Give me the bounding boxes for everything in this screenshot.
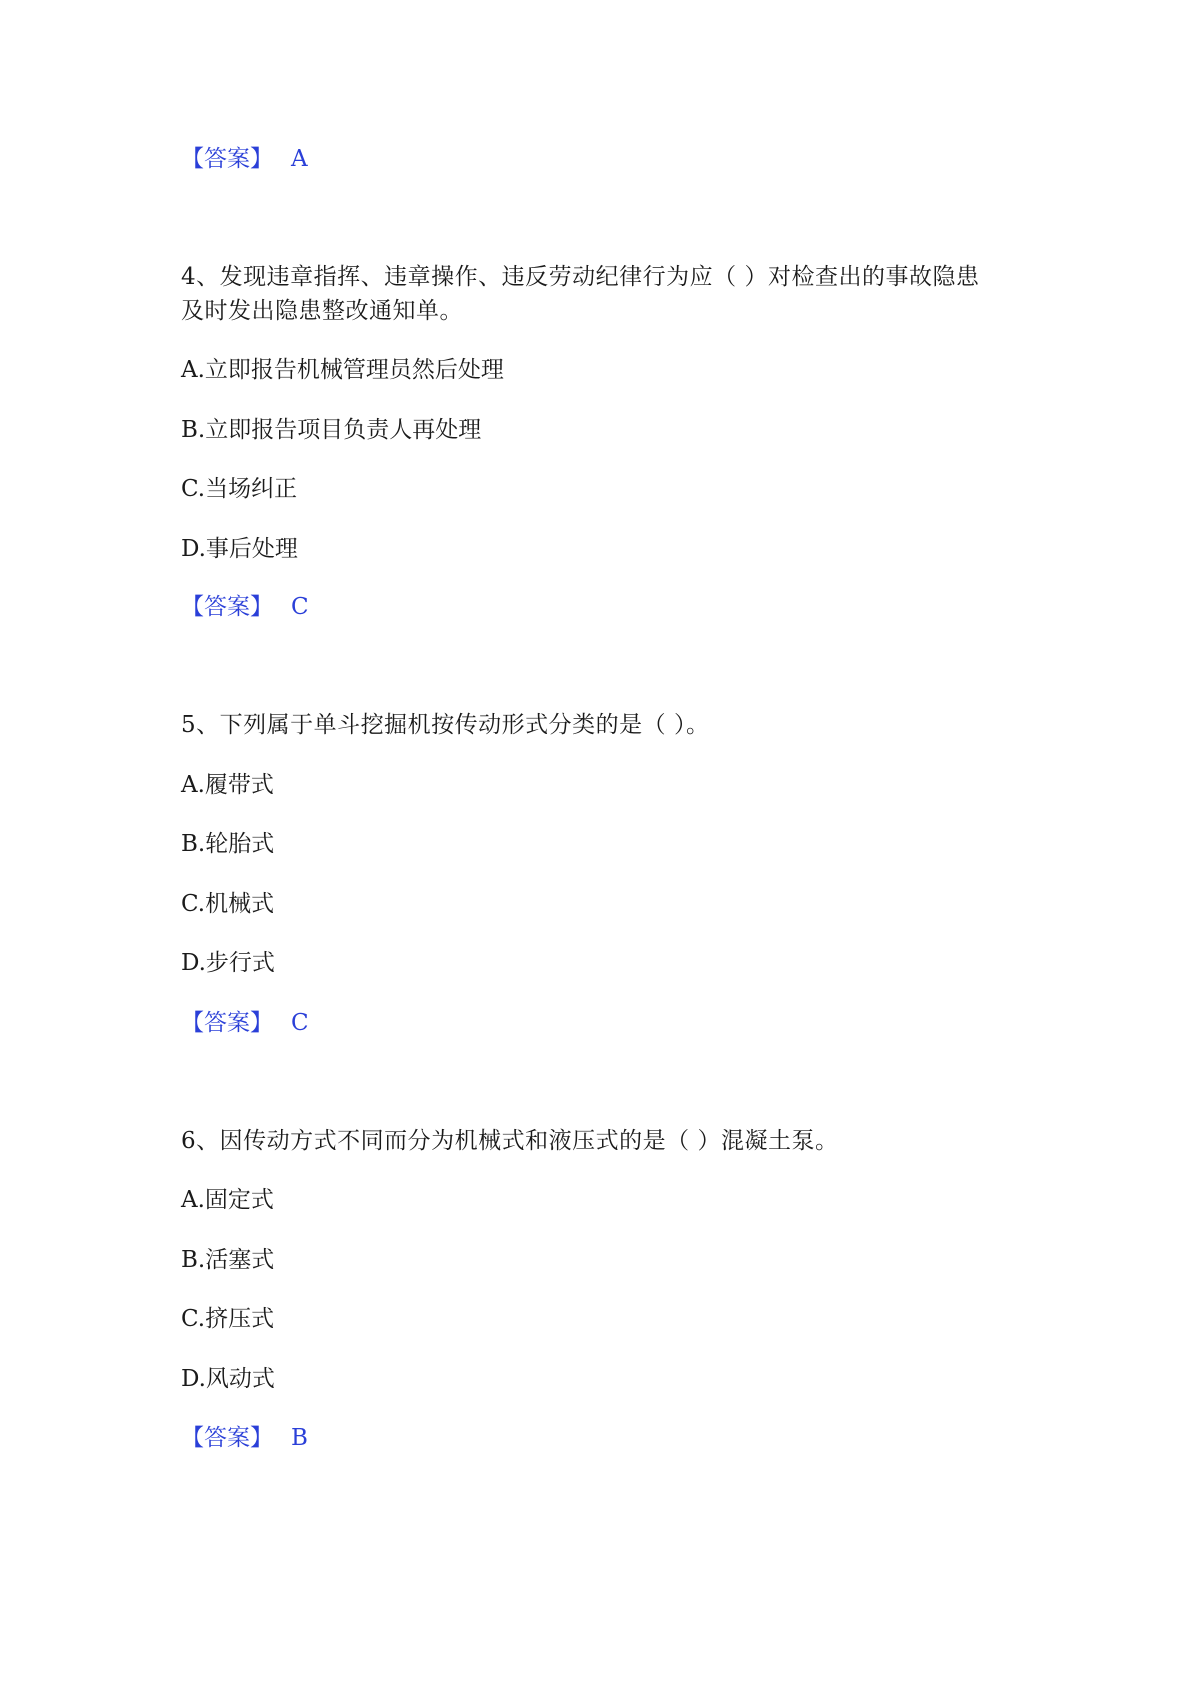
question-4-option-a: A.立即报告机械管理员然后处理 [181,357,504,383]
question-6-text-line-1: 6、因传动方式不同而分为机械式和液压式的是（ ）混凝土泵。 [181,1128,839,1154]
question-6-option-a: A.固定式 [181,1187,274,1213]
question-4-option-c: C.当场纠正 [181,476,298,502]
question-6-option-d: D.风动式 [181,1366,275,1392]
answer-value: C [291,594,309,620]
answer-value: A [291,146,308,172]
question-4-option-d: D.事后处理 [181,536,298,562]
question-4-option-b: B.立即报告项目负责人再处理 [181,417,482,443]
answer-value: C [291,1010,309,1036]
question-4-text-line-1: 4、发现违章指挥、违章操作、违反劳动纪律行为应（ ）对检查出的事故隐患 [181,264,980,290]
question-5-option-c: C.机械式 [181,891,275,917]
answer-label: 【答案】 [181,1425,273,1451]
answer-label: 【答案】 [181,1010,273,1036]
question-5-text-line-1: 5、下列属于单斗挖掘机按传动形式分类的是（ ）。 [181,712,710,738]
question-6-option-b: B.活塞式 [181,1247,275,1273]
answer-line-q6 [181,1421,308,1455]
answer-label: 【答案】 [181,594,273,620]
answer-line-q5 [181,1006,309,1040]
answer-value: B [291,1425,308,1451]
answer-line-q4 [181,590,309,624]
question-5-option-a: A.履带式 [181,772,274,798]
question-6-option-c: C.挤压式 [181,1306,275,1332]
question-4-text-line-2: 及时发出隐患整改通知单。 [181,298,463,324]
answer-label: 【答案】 [181,146,273,172]
question-5-option-d: D.步行式 [181,950,275,976]
question-5-option-b: B.轮胎式 [181,831,275,857]
answer-line-q3 [181,142,308,176]
